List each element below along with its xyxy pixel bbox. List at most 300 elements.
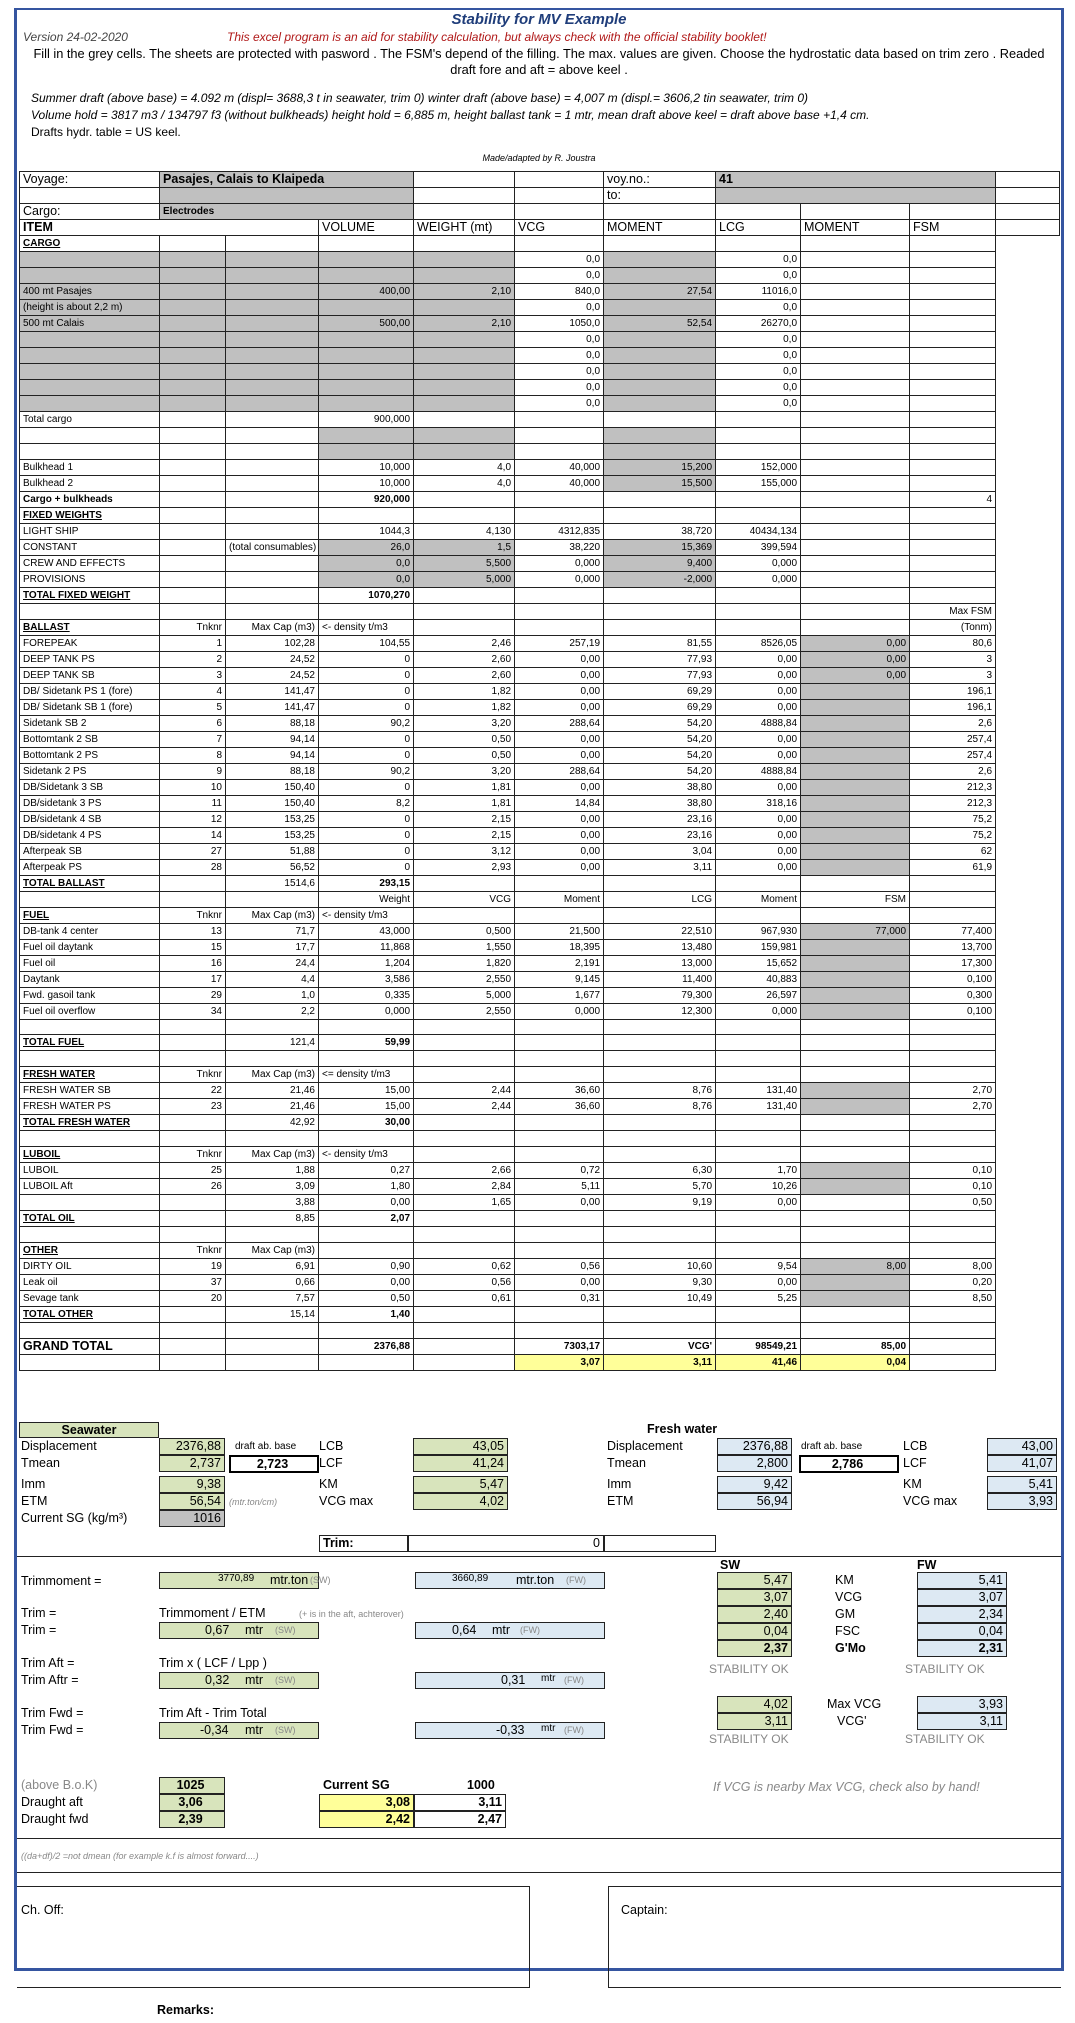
cell-r11-c6 [414,412,515,428]
cell-r10-c2[interactable] [226,396,319,412]
cell-r50-c11 [910,1035,996,1051]
cell-r5-c8[interactable]: 52,54 [604,316,716,332]
cell-r20-c8[interactable]: 9,400 [604,555,716,571]
table-row [20,1259,1060,1275]
cell-r7-c7: 0,0 [515,348,604,364]
cell-r65-c7: 0,00 [515,1275,604,1291]
stab-fw-value: 3,07 [917,1589,1007,1606]
cell-r19-c11 [910,539,996,555]
cell-r53-c2: 21,46 [226,1083,319,1099]
cell-r54-c11: 2,70 [910,1099,996,1115]
sw-displacement-label: Displacement [21,1439,97,1453]
cell-r43-c7: 21,500 [515,923,604,939]
cell-r18-c8: 38,720 [604,523,716,539]
cell-r56-c5 [319,1131,414,1147]
cell-r1-c5[interactable] [319,252,414,268]
sw-etm: 56,54 [159,1493,225,1510]
cell-r23-c6 [414,603,515,619]
cell-r8-c1[interactable] [160,364,226,380]
cell-r21-c8[interactable]: -2,000 [604,571,716,587]
cell-r70-c10: 0,04 [801,1355,910,1371]
cell-r36-c5: 0 [319,811,414,827]
table-row [20,443,1060,459]
cell-r65-c5: 0,00 [319,1275,414,1291]
cell-r6-c5[interactable] [319,332,414,348]
cell-r15-c8[interactable]: 15,500 [604,475,716,491]
cell-r12-c11 [910,428,996,444]
cell-r65-c8: 9,30 [604,1275,716,1291]
cell-r20-c7: 0,000 [515,555,604,571]
cell-r9-c1[interactable] [160,380,226,396]
cell-r53-c5: 15,00 [319,1083,414,1099]
cell-r11-c0: Total cargo [20,412,160,428]
cell-r16-c1 [160,491,226,507]
cell-r68-c9 [716,1323,801,1339]
cell-r8-c7: 0,0 [515,364,604,380]
cell-r1-c1[interactable] [160,252,226,268]
table-row [20,1227,1060,1243]
cell-r9-c8[interactable] [604,380,716,396]
cell-r31-c9: 0,00 [716,731,801,747]
cell-r32-c11: 257,4 [910,747,996,763]
chief-officer-box[interactable] [17,1886,530,1988]
cell-r43-c5: 43,000 [319,923,414,939]
sw-lcf: 41,24 [413,1455,508,1472]
trim-blank [604,1535,716,1552]
cell-r21-c9: 0,000 [716,571,801,587]
cell-r4-c0[interactable]: (height is about 2,2 m) [20,300,160,316]
cell-r3-c8[interactable]: 27,54 [604,284,716,300]
cell-r7-c6[interactable] [414,348,515,364]
cell-r57-c5: <- density t/m3 [319,1147,414,1163]
cell-r31-c8: 54,20 [604,731,716,747]
cell-r30-c10 [801,715,910,731]
cell-r61-c8 [604,1211,716,1227]
current-sg-header: Current SG [323,1778,390,1792]
cell-r64-c5: 0,90 [319,1259,414,1275]
cell-r10-c1[interactable] [160,396,226,412]
cell-r14-c10 [801,459,910,475]
cell-r51-c7 [515,1051,604,1067]
fw-vcgmax-label: VCG max [903,1494,958,1508]
cell-r17-c5 [319,507,414,523]
col-item: ITEM [20,220,319,236]
cell-r33-c11: 2,6 [910,763,996,779]
cell-r52-c11 [910,1067,996,1083]
cell-r1-c2[interactable] [226,252,319,268]
cell-r12-c0 [20,428,160,444]
cell-r9-c10 [801,380,910,396]
cell-r68-c5 [319,1323,414,1339]
cell-r8-c5[interactable] [319,364,414,380]
cell-r60-c9: 0,00 [716,1195,801,1211]
note-line: Summer draft (above base) = 4.092 m (displ= 3688,3 t in seawater, trim 0) winter draft (above base) = 4,007 m (displ.= 3606,2 tin seawater, trim 0) [31,91,809,105]
cell-r58-c2: 1,88 [226,1163,319,1179]
cell-r68-c6 [414,1323,515,1339]
table-row [20,923,1060,939]
cell-r70-c11 [910,1355,996,1371]
cell-r3-c0[interactable]: 400 mt Pasajes [20,284,160,300]
cell-r59-c7: 5,11 [515,1179,604,1195]
cell-r39-c9: 0,00 [716,859,801,875]
cell-r56-c7 [515,1131,604,1147]
fw-vcgp: 3,11 [917,1713,1007,1730]
cell-r70-c9: 41,46 [716,1355,801,1371]
cell-r19-c7: 38,220 [515,539,604,555]
cell-r55-c9 [716,1115,801,1131]
cell-r20-c6[interactable]: 5,500 [414,555,515,571]
cell-r4-c6[interactable] [414,300,515,316]
cell-r3-c1[interactable] [160,284,226,300]
cell-r7-c5[interactable] [319,348,414,364]
cell-r39-c2: 56,52 [226,859,319,875]
cell-r6-c0[interactable] [20,332,160,348]
table-row [20,939,1060,955]
cell-r38-c11: 62 [910,843,996,859]
cell-r1-c0[interactable] [20,252,160,268]
cell-r35-c6: 1,81 [414,795,515,811]
note-line: Drafts hydr. table = US keel. [31,125,181,139]
cell-r22-c5: 1070,270 [319,587,414,603]
cell-r27-c0: DEEP TANK SB [20,667,160,683]
table-row [20,955,1060,971]
cell-r4-c2[interactable] [226,300,319,316]
sg-input[interactable]: 1016 [159,1510,225,1527]
table-row [20,1275,1060,1291]
cell-r59-c5: 1,80 [319,1179,414,1195]
cell-r20-c5[interactable]: 0,0 [319,555,414,571]
table-row [20,1115,1060,1131]
cell-r53-c8: 8,76 [604,1083,716,1099]
cell-r34-c8: 38,80 [604,779,716,795]
cell-r23-c5 [319,603,414,619]
table-row [20,396,1060,412]
cell-r36-c7: 0,00 [515,811,604,827]
table-row [20,332,1060,348]
table-row [20,779,1060,795]
cell-r61-c0: TOTAL OIL [20,1211,160,1227]
sw-etm-unit: (mtr.ton/cm) [229,1497,278,1507]
cell-r51-c6 [414,1051,515,1067]
cell-r21-c6[interactable]: 5,000 [414,571,515,587]
table-row [20,731,1060,747]
cell-r35-c7: 14,84 [515,795,604,811]
captain-box[interactable] [608,1886,1061,1988]
cell-r21-c0: PROVISIONS [20,571,160,587]
instructions: Fill in the grey cells. The sheets are protected with pasword . The FSM's depend of the filling. The max. values are given. Choose the hydrostatic data based on trim zero . Readed draft fore and aft = above keel . [33,46,1045,77]
cell-r5-c1[interactable] [160,316,226,332]
cell-r9-c0[interactable] [20,380,160,396]
table-row [20,619,1060,635]
cell-r10-c8[interactable] [604,396,716,412]
cell-r2-c10 [801,268,910,284]
cell-r53-c11: 2,70 [910,1083,996,1099]
fw-displacement: 2376,88 [717,1438,792,1455]
cell-r65-c2: 0,66 [226,1275,319,1291]
ship-notes [31,90,1051,141]
col-volume: VOLUME [319,220,414,236]
cell-r5-c11 [910,316,996,332]
cell-r19-c0: CONSTANT [20,539,160,555]
cell-r9-c2[interactable] [226,380,319,396]
cell-r31-c11: 257,4 [910,731,996,747]
cell-r54-c9: 131,40 [716,1099,801,1115]
cell-r57-c7 [515,1147,604,1163]
cell-r28-c10 [801,683,910,699]
table-row [20,667,1060,683]
cell-r7-c2[interactable] [226,348,319,364]
cell-r69-c7: 7303,17 [515,1339,604,1355]
cell-r45-c2: 24,4 [226,955,319,971]
cell-r19-c5[interactable]: 26,0 [319,539,414,555]
cell-r18-c9: 40434,134 [716,523,801,539]
cell-r37-c1: 14 [160,827,226,843]
cell-r41-c9: Moment [716,891,801,907]
cell-r36-c11: 75,2 [910,811,996,827]
cell-r44-c2: 17,7 [226,939,319,955]
table-row [20,827,1060,843]
cell-r20-c11 [910,555,996,571]
fw-lcb-label: LCB [903,1439,928,1453]
cell-r7-c11 [910,348,996,364]
cell-r3-c2[interactable] [226,284,319,300]
cell-r2-c5[interactable] [319,268,414,284]
trim-fwd-label-2: Trim Fwd = [21,1723,84,1737]
sw-km-label: KM [319,1477,338,1491]
cell-r14-c8[interactable]: 15,200 [604,459,716,475]
cell-r49-c7 [515,1019,604,1035]
cell-r10-c9: 0,0 [716,396,801,412]
cell-r43-c11: 77,400 [910,923,996,939]
cell-r67-c7 [515,1307,604,1323]
cell-r65-c0: Leak oil [20,1275,160,1291]
cell-r19-c8[interactable]: 15,369 [604,539,716,555]
cell-r61-c10 [801,1211,910,1227]
cell-r1-c6[interactable] [414,252,515,268]
cell-r5-c2[interactable] [226,316,319,332]
warning-text: This excel program is an aid for stability calculation, but always check with the official stability booklet! [227,30,767,44]
cell-r6-c6[interactable] [414,332,515,348]
trim-label: Trim: [319,1535,408,1552]
cell-r17-c7 [515,507,604,523]
cell-r6-c1[interactable] [160,332,226,348]
cell-r43-c9: 967,930 [716,923,801,939]
table-row [20,236,1060,252]
cell-r0-c9 [716,236,801,252]
cell-r8-c6[interactable] [414,364,515,380]
cell-r50-c10 [801,1035,910,1051]
to-label: to: [604,188,716,204]
stab-ok-fw: STABILITY OK [905,1662,985,1676]
cell-r7-c1[interactable] [160,348,226,364]
trim-fwd-fw: -0,33 [496,1723,525,1737]
cell-r2-c0[interactable] [20,268,160,284]
cell-r44-c9: 159,981 [716,939,801,955]
table-row [20,1243,1060,1259]
cell-r60-c10 [801,1195,910,1211]
cell-r2-c8[interactable] [604,268,716,284]
cell-r69-c5: 2376,88 [319,1339,414,1355]
cell-r52-c5: <= density t/m3 [319,1067,414,1083]
cell-r2-c2[interactable] [226,268,319,284]
cell-r46-c2: 4,4 [226,971,319,987]
cell-r38-c2: 51,88 [226,843,319,859]
cell-r49-c2 [226,1019,319,1035]
cell-r1-c8[interactable] [604,252,716,268]
cell-r38-c0: Afterpeak SB [20,843,160,859]
cell-r3-c6[interactable]: 2,10 [414,284,515,300]
cell-r40-c7 [515,875,604,891]
table-row [20,907,1060,923]
cell-r28-c8: 69,29 [604,683,716,699]
cell-r13-c1 [160,443,226,459]
table-row [20,875,1060,891]
cell-r15-c5: 10,000 [319,475,414,491]
cell-r10-c5[interactable] [319,396,414,412]
cell-r42-c11 [910,907,996,923]
table-row [20,555,1060,571]
cell-r8-c2[interactable] [226,364,319,380]
cell-r42-c2: Max Cap (m3) [226,907,319,923]
cell-r51-c2 [226,1051,319,1067]
cell-r15-c1 [160,475,226,491]
cell-r25-c5: 104,55 [319,635,414,651]
cell-r25-c0: FOREPEAK [20,635,160,651]
cell-r31-c2: 94,14 [226,731,319,747]
sw-vcgmax-label: VCG max [319,1494,374,1508]
cell-r34-c5: 0 [319,779,414,795]
cell-r64-c6: 0,62 [414,1259,515,1275]
table-row [20,651,1060,667]
cell-r40-c9 [716,875,801,891]
cell-r10-c6[interactable] [414,396,515,412]
cell-r29-c7: 0,00 [515,699,604,715]
trim-label-1: Trim = [21,1606,57,1620]
cell-r52-c7 [515,1067,604,1083]
cell-r20-c0: CREW AND EFFECTS [20,555,160,571]
cell-r49-c8 [604,1019,716,1035]
cell-r24-c11: (Tonm) [910,619,996,635]
cell-r4-c1[interactable] [160,300,226,316]
cell-r53-c9: 131,40 [716,1083,801,1099]
trim-aft-sw: 0,32 [205,1673,230,1687]
cell-r12-c8 [604,428,716,444]
trim-fwd-fw-box [415,1722,605,1739]
cell-r6-c9: 0,0 [716,332,801,348]
cell-r41-c10: FSM [801,891,910,907]
cell-r40-c5: 293,15 [319,875,414,891]
cell-r0-c10 [801,236,910,252]
trim-fwd-sw: -0,34 [200,1723,229,1737]
cell-r6-c2[interactable] [226,332,319,348]
cell-r5-c6[interactable]: 2,10 [414,316,515,332]
cell-r9-c5[interactable] [319,380,414,396]
to-input[interactable] [716,188,996,204]
cell-r50-c8 [604,1035,716,1051]
cell-r18-c0: LIGHT SHIP [20,523,160,539]
cell-r12-c9 [716,428,801,444]
cell-r2-c1[interactable] [160,268,226,284]
cell-r23-c8 [604,603,716,619]
cell-r54-c6: 2,44 [414,1099,515,1115]
cell-r4-c5[interactable] [319,300,414,316]
cell-r0-c0: CARGO [20,236,160,252]
cell-r28-c2: 141,47 [226,683,319,699]
cell-r21-c1 [160,571,226,587]
remarks-label: Remarks: [157,2003,214,2017]
cell-r7-c0[interactable] [20,348,160,364]
cell-r4-c9: 0,0 [716,300,801,316]
cell-r43-c10: 77,000 [801,923,910,939]
cell-r19-c6[interactable]: 1,5 [414,539,515,555]
cell-r8-c8[interactable] [604,364,716,380]
cell-r2-c6[interactable] [414,268,515,284]
cargo-input[interactable]: Electrodes [160,204,414,220]
cell-r55-c10 [801,1115,910,1131]
cell-r58-c5: 0,27 [319,1163,414,1179]
draught-aft-1000: 3,11 [414,1794,506,1811]
voyage-input[interactable]: Pasajes, Calais to Klaipeda [160,172,414,188]
cell-r10-c0[interactable] [20,396,160,412]
cell-r12-c7 [515,428,604,444]
cell-r30-c11: 2,6 [910,715,996,731]
cell-r56-c6 [414,1131,515,1147]
cell-r21-c5[interactable]: 0,0 [319,571,414,587]
cell-r4-c8[interactable] [604,300,716,316]
cell-r27-c7: 0,00 [515,667,604,683]
voyage-input-2[interactable] [160,188,414,204]
cell-r5-c0[interactable]: 500 mt Calais [20,316,160,332]
voyno-input[interactable]: 41 [716,172,996,188]
cell-r42-c10 [801,907,910,923]
cell-r8-c0[interactable] [20,364,160,380]
cell-r15-c9: 155,000 [716,475,801,491]
stability-sheet [14,8,1064,1971]
cell-r45-c6: 1,820 [414,955,515,971]
cell-r67-c5: 1,40 [319,1307,414,1323]
cell-r7-c8[interactable] [604,348,716,364]
cell-r58-c6: 2,66 [414,1163,515,1179]
cell-r54-c2: 21,46 [226,1099,319,1115]
cell-r9-c6[interactable] [414,380,515,396]
cell-r22-c9 [716,587,801,603]
table-row [20,763,1060,779]
above-bok: (above B.o.K) [21,1778,98,1792]
cell-r5-c5[interactable]: 500,00 [319,316,414,332]
cell-r15-c7: 40,000 [515,475,604,491]
cell-r11-c9 [716,412,801,428]
cell-r51-c0 [20,1051,160,1067]
cell-r70-c5 [319,1355,414,1371]
cell-r47-c10 [801,987,910,1003]
cell-r19-c9: 399,594 [716,539,801,555]
cell-r27-c6: 2,60 [414,667,515,683]
sw-lcf-label: LCF [319,1456,343,1470]
cell-r6-c8[interactable] [604,332,716,348]
cell-r3-c5[interactable]: 400,00 [319,284,414,300]
sw-tag: (SW) [275,1675,296,1685]
cell-r22-c6 [414,587,515,603]
cell-r52-c9 [716,1067,801,1083]
cell-r5-c9: 26270,0 [716,316,801,332]
cell-r0-c8 [604,236,716,252]
cell-r17-c0: FIXED WEIGHTS [20,507,160,523]
stab-name-label: VCG [835,1590,863,1604]
cell-r11-c7 [515,412,604,428]
cell-r58-c0: LUBOIL [20,1163,160,1179]
sw-lcb: 43,05 [413,1438,508,1455]
table-row [20,587,1060,603]
